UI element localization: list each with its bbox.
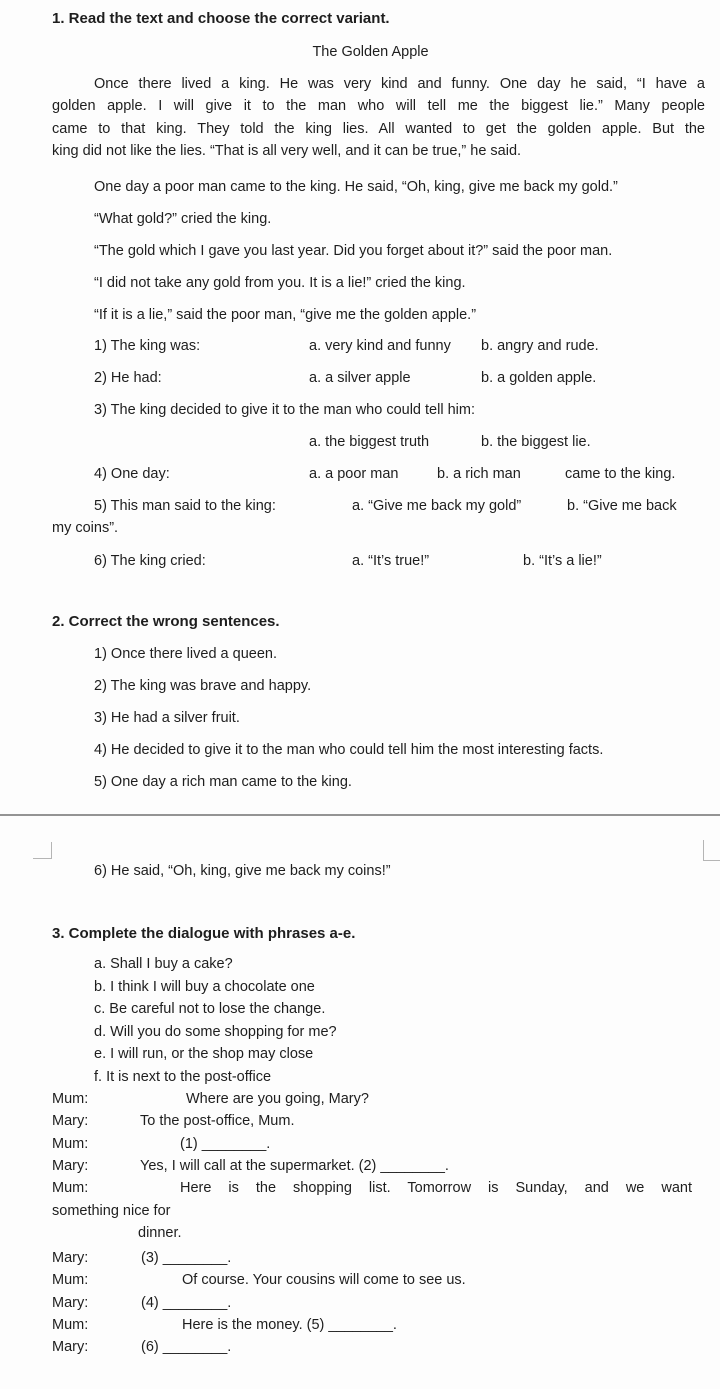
utterance: Here is the shopping list. Tomorrow is Sunday, and we want [180,1180,692,1196]
question-label: 6) The king cried: [94,553,206,569]
speaker-label: Mary: [52,1158,89,1174]
ex2-item-4: 4) He decided to give it to the man who could tell him the most interesting facts. [94,742,604,758]
utterance: Of course. Your cousins will come to see us. [182,1272,466,1288]
option-b: b. “Give me back [567,498,677,514]
exercise1-heading: 1. Read the text and choose the correct variant. [52,10,390,27]
option-a: a. very kind and funny [309,338,451,354]
story-line-3: came to that king. They told the king lies. All wanted to get the golden apple. But the [52,121,705,137]
utterance: Yes, I will call at the supermarket. (2) ________. [140,1158,449,1174]
speaker-label: Mary: [52,1250,89,1266]
phrase-a: a. Shall I buy a cake? [94,956,233,972]
speaker-label: Mary: [52,1339,89,1355]
option-a: a. the biggest truth [309,434,430,450]
story-quote-3: “The gold which I gave you last year. Did you forget about it?” said the poor man. [94,243,613,259]
story-quote-1: One day a poor man came to the king. He said, “Oh, king, give me back my gold.” [94,179,618,195]
ex2-item-3: 3) He had a silver fruit. [94,710,240,726]
speaker-label: Mum: [52,1317,89,1333]
story-quote-4: “I did not take any gold from you. It is a lie!” cried the king. [94,275,466,291]
phrase-f: f. It is next to the post-office [94,1069,272,1085]
speaker-label: Mum: [52,1091,89,1107]
question-label: 5) This man said to the king: [94,498,276,514]
option-b: b. angry and rude. [481,338,599,354]
question-label: 1) The king was: [94,338,201,354]
story-quote-5: “If it is a lie,” said the poor man, “give me the golden apple.” [94,307,477,323]
option-b: b. the biggest lie. [481,434,591,450]
story-quote-2: “What gold?” cried the king. [94,211,272,227]
question-5-wrap-row: my coins”. [52,520,119,536]
story-line-2: golden apple. I will give it to the man who will tell me the biggest lie.” Many people [52,98,705,114]
utterance: (4) ________. [141,1295,232,1311]
utterance: (6) ________. [141,1339,232,1355]
dialogue-row-5-wrap: something nice for [52,1203,171,1219]
exercise3-heading: 3. Complete the dialogue with phrases a-e. [52,925,356,942]
phrase-d: d. Will you do some shopping for me? [94,1024,337,1040]
phrase-c: c. Be careful not to lose the change. [94,1001,326,1017]
option-b: b. a rich man [437,466,521,482]
ex2-item-1: 1) Once there lived a queen. [94,646,277,662]
utterance: (3) ________. [141,1250,232,1266]
option-a: a. “It’s true!” [352,553,430,569]
phrase-b: b. I think I will buy a chocolate one [94,979,315,995]
option-a: a. a silver apple [309,370,411,386]
exercise2-heading: 2. Correct the wrong sentences. [52,613,280,630]
option-b: b. “It’s a lie!” [523,553,602,569]
utterance: (1) ________. [180,1136,271,1152]
page-break-divider [0,814,720,816]
utterance: Where are you going, Mary? [186,1091,369,1107]
page-margin-corner-right [703,840,720,861]
ex2-item-2: 2) The king was brave and happy. [94,678,312,694]
option-a: a. a poor man [309,466,399,482]
question-label: 4) One day: [94,466,170,482]
story-title: The Golden Apple [312,44,429,60]
story-line-1: Once there lived a king. He was very kind and funny. One day he said, “I have a [94,76,705,92]
speaker-label: Mum: [52,1272,89,1288]
speaker-label: Mary: [52,1113,89,1129]
story-line-4: king did not like the lies. “That is all very well, and it can be true,” he said. [52,143,522,159]
speaker-label: Mary: [52,1295,89,1311]
question-label: 2) He had: [94,370,162,386]
ex2-item-6: 6) He said, “Oh, king, give me back my coins!” [94,863,391,879]
speaker-label: Mum: [52,1136,89,1152]
ex2-item-5: 5) One day a rich man came to the king. [94,774,352,790]
phrase-e: e. I will run, or the shop may close [94,1046,314,1062]
utterance: Here is the money. (5) ________. [182,1317,397,1333]
speaker-label: Mum: [52,1180,89,1196]
option-tail: came to the king. [565,466,676,482]
utterance: To the post-office, Mum. [140,1113,295,1129]
page-margin-corner-left [33,842,52,859]
option-b: b. a golden apple. [481,370,597,386]
question-label: 3) The king decided to give it to the man who could tell him: [94,402,475,418]
dialogue-row-5-wrap2: dinner. [138,1225,182,1241]
option-a: a. “Give me back my gold” [352,498,522,514]
